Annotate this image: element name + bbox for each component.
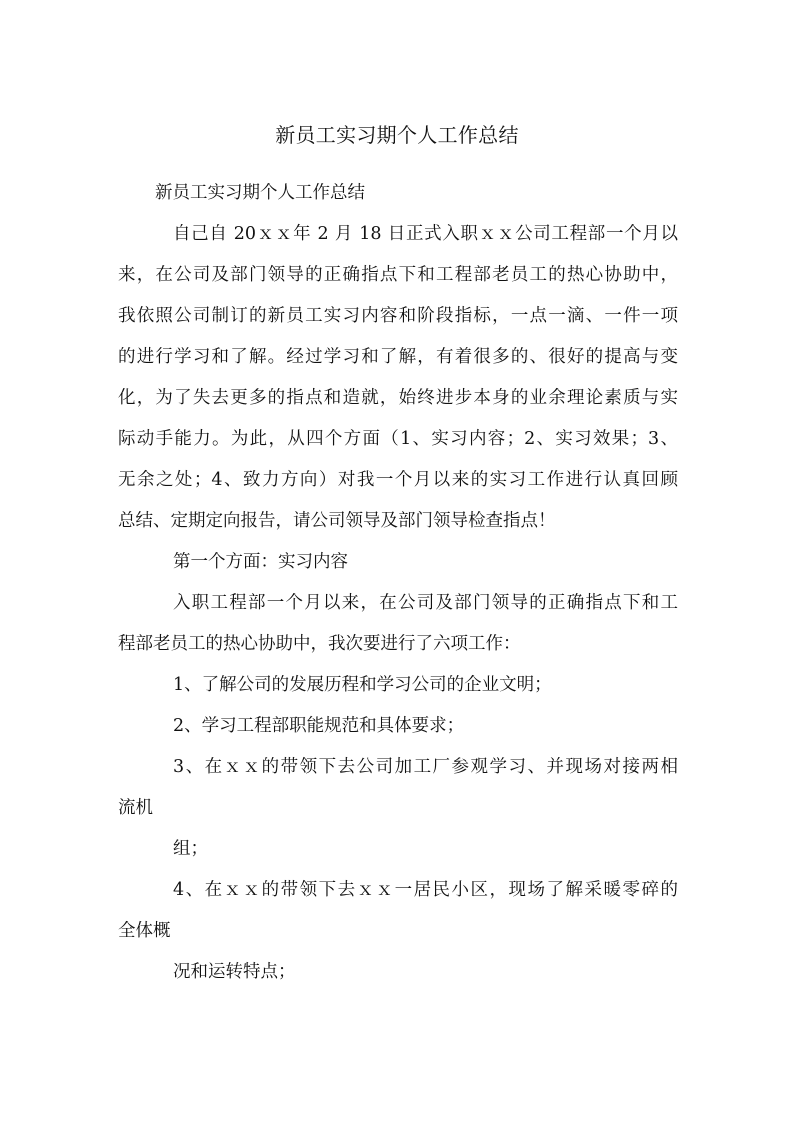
body-line-subtitle: 新员工实习期个人工作总结 <box>155 183 365 203</box>
body-line: 入职工程部一个月以来，在公司及部门领导的正确指点下和工 <box>173 593 678 613</box>
body-line: 程部老员工的热心协助中，我次要进行了六项工作： <box>118 634 521 654</box>
list-item-continuation: 流机 <box>118 798 153 818</box>
document-body <box>118 173 678 993</box>
body-line: 化，为了失去更多的指点和造就，始终进步本身的业余理论素质与实 <box>118 388 678 408</box>
body-line: 无余之处；4、致力方向）对我一个月以来的实习工作进行认真回顾 <box>118 470 678 490</box>
body-line: 我依照公司制订的新员工实习内容和阶段指标，一点一滴、一件一项 <box>118 306 678 326</box>
body-line: 的进行学习和了解。经过学习和了解，有着很多的、很好的提高与变 <box>118 347 678 367</box>
list-item: 4、在ｘｘ的带领下去ｘｘ一居民小区，现场了解采暖零碎的 <box>173 880 678 900</box>
body-line: 来，在公司及部门领导的正确指点下和工程部老员工的热心协助中， <box>118 265 678 285</box>
list-item-continuation: 组； <box>173 839 208 859</box>
list-item: 3、在ｘｘ的带领下去公司加工厂参观学习、并现场对接两相 <box>173 757 678 777</box>
document-title: 新员工实习期个人工作总结 <box>275 123 519 147</box>
list-item-continuation: 况和运转特点； <box>173 962 296 982</box>
body-line: 总结、定期定向报告，请公司领导及部门领导检查指点！ <box>118 511 556 531</box>
body-line: 自己自 20ｘｘ年 2 月 18 日正式入职ｘｘ公司工程部一个月以 <box>173 224 678 244</box>
list-item-continuation: 全体概 <box>118 921 171 941</box>
list-item: 2、学习工程部职能规范和具体要求； <box>173 716 465 736</box>
body-line: 际动手能力。为此，从四个方面（1、实习内容；2、实习效果；3、 <box>118 429 678 449</box>
section-heading: 第一个方面：实习内容 <box>173 552 348 572</box>
list-item: 1、了解公司的发展历程和学习公司的企业文明； <box>173 675 552 695</box>
